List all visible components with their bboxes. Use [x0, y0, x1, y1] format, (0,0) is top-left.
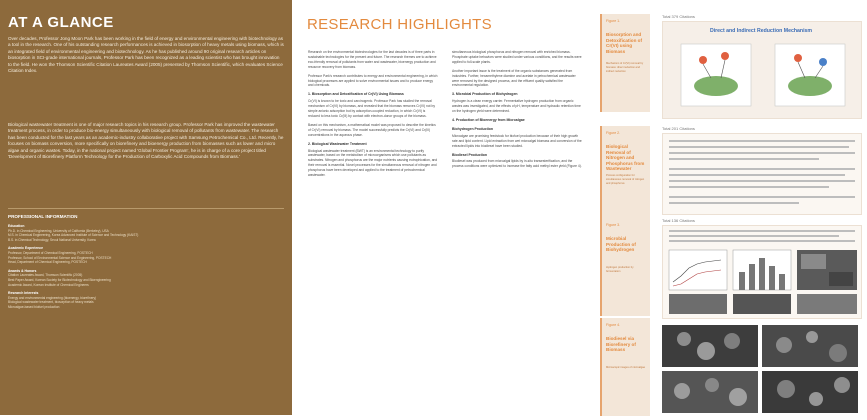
at-a-glance-title: AT A GLANCE	[8, 14, 114, 31]
bio-line: M.S. in Chemical Engineering, Korea Advanced Institute of Science and Technology (KAIST)	[8, 233, 139, 238]
body-paragraph: simultaneous biological phosphorus and nitrogen removal with enriched biomass. Phosphate uptake behaviors were studied under various conditions, and the results were applied to full-scale plants.	[452, 50, 582, 64]
research-highlights-section	[300, 0, 590, 415]
figure-caption: Microscopic images of microalgae	[606, 366, 646, 369]
text-column-2	[452, 50, 582, 173]
bio-line: Microalgae-based biofuel production	[8, 304, 60, 309]
body-paragraph: Biological wastewater treatment (BWT) is an environmental technology to purify wastewater, based on the metabolism of microorganisms which use pollutants as substrates. Nitrogen and phosphorus are the major nutrients causing eutrophication, and their removal is essential. Novel processes for the simultaneous removal of nitrogen and phosphorus have been developed and applied to the treatment of petrochemical wastewater.	[308, 148, 438, 178]
figure-caption: Mechanism of Cr(VI) removal by biomass: direct reduction and indirect reduction	[606, 62, 644, 73]
bio-line: B.S. in Chemical Technology, Seoul National University, Korea	[8, 237, 96, 242]
bio-heading: PROFESSIONAL INFORMATION	[8, 214, 78, 219]
figure-tag: Figure 3.	[606, 223, 621, 227]
section-heading: Biohydrogen Production	[452, 126, 494, 131]
bio-line: Professor, Department of Chemical Engineering, POSTECH	[8, 250, 93, 255]
bio-group-heading: Research Interests	[8, 291, 39, 296]
section-heading: 4. Production of Bioenergy from Microalgae	[452, 117, 525, 122]
figures-section	[600, 0, 867, 415]
bio-line: Best Paper Award, Korean Society for Biotechnology and Bioengineering	[8, 277, 111, 282]
section-heading: 2. Biological Wastewater Treatment	[308, 141, 367, 146]
bio-group	[8, 224, 248, 242]
figure-panel-4	[662, 318, 862, 420]
results-figure	[662, 225, 862, 319]
bio-group	[8, 246, 248, 264]
figure-tag: Figure 4.	[606, 323, 621, 327]
figure-heading: Microbial Production of Biohydrogen	[606, 236, 636, 253]
figure-caption: Process configuration for simultaneous removal of nitrogen and phosphorus	[606, 174, 645, 185]
citation-count	[662, 318, 862, 325]
figure-tag: Figure 2.	[606, 131, 621, 135]
citation-count: Total 379 Citations	[662, 14, 695, 19]
intro-paragraph: Over decades, Professor Jong Moon Park has been working in the field of energy and environmental engineering with biotechnology as a tool in the research. One of his outstanding research performances is achieved in biosorption of heavy metals using biomass, which is an integrated field of environmental engineering and biotechnology. As he has published around 90 original research articles on biosorption in SCI-grade international journals, Professor Park has been recognized as a leading scientist who has brought innovation to the field. He won the Thomson Scientific Citation Laureates Award (2005) presented by Thomson Scientific, which evaluates Science Citation Index.	[8, 36, 284, 74]
body-paragraph: Microalgae are promising feedstock for biofuel production because of their high growth rate and lipid content. Lipid extraction from wet microalgal biomass and conversion of the extracted lipids into biodiesel have been studied.	[452, 133, 582, 148]
figure-label-3	[600, 218, 650, 316]
figure-tag: Figure 1.	[606, 19, 621, 23]
divider	[8, 208, 284, 209]
bio-group	[8, 291, 248, 309]
body-paragraph: Research on the environmental biotechnologies for the last decades is of three parts in sustainable technologies for the present and future. The research themes are to achieve eco-friendly removal of pollutants from water and wastewater, bioenergy production and resource recovery from biomass.	[308, 50, 437, 69]
citation-count: Total 136 Citations	[662, 218, 695, 223]
section-heading: 3. Microbial Production of Biohydrogen	[452, 92, 518, 97]
research-highlights-title: RESEARCH HIGHLIGHTS	[307, 16, 492, 33]
figure-panel-3	[662, 218, 862, 319]
text-column-1	[308, 50, 438, 182]
figure-heading: Biodiesel via Biorefinery of Biomass	[606, 336, 636, 353]
figure-label-2	[600, 126, 650, 224]
figure-caption: Hydrogen production by fermentation	[606, 266, 634, 273]
section-heading: 1. Biosorption and Detoxification of Cr(VI) Using Biomass	[308, 92, 404, 97]
diagram-title: Direct and Indirect Reduction Mechanism	[709, 28, 813, 34]
bio-group-heading: Education	[8, 224, 25, 228]
figure-heading: Biosorption and Detoxification of Cr(VI) using Biomass	[606, 32, 642, 54]
figure-heading: Biological Removal of Nitrogen and Phosphorus from Wastewater	[606, 144, 645, 172]
microscope-images	[662, 325, 862, 415]
bio-line: Professor, School of Environmental Science and Engineering, POSTECH	[8, 255, 112, 260]
body-paragraph: Based on this mechanism, a mathematical model was proposed to describe the kinetics of Cr(VI) removal by biomass. The model successfully predicts the Cr(VI) and Cr(III) concentrations in the aqueous phase.	[308, 122, 436, 137]
citation-count: Total 201 Citations	[662, 126, 695, 131]
bio-line: Head, Department of Chemical Engineering, POSTECH	[8, 260, 87, 265]
body-paragraph: Another important issue is the treatment of the organic substances generated from industries. Further, hexamethylene diamine and acetate in petrochemical wastewater were removed by the designed process, and the effluent quality satisfied the environmental regulation.	[452, 68, 576, 88]
bio-group	[8, 269, 248, 287]
intro-paragraph-2: Biological wastewater treatment is one of major research topics in his research group. Professor Park has improved the wastewater treatment process, in order to produce bio-energy simultaneously with biological removal of pollutants from wastewater. The research has been conducted for the last years as an academic-industry collaborative project with Samsung Petrochemical Co., Ltd. Recently, he focuses on biomass conversion, more specifically on biorefinery and bioenergy production from biomasses such as lower and micro algae and organic wastes. Today, in the national project named 'Global Frontier Program', he is in charge of a core project titled 'Development of Biorefinery Platform Technology for the Production of Carboxylic Acid Compounds from Biomass.'	[8, 122, 284, 160]
body-paragraph: Cr(VI) is known to be toxic and carcinogenic. Professor Park has studied the removal mechanism of Cr(VI) by biomass, and revealed that the biomass removes Cr(VI) not by simple anionic adsorption but by adsorption-coupled reduction, in which Cr(VI) is reduced to less toxic Cr(III) by contact with electron-donor groups of the biomass.	[308, 99, 435, 118]
bio-list	[8, 224, 248, 314]
bio-line: Ph.D. in Chemical Engineering, University of California (Berkeley), USA	[8, 228, 109, 233]
bio-line: Citation Laureates Award, Thomson Scientific (2005)	[8, 273, 83, 278]
body-paragraph: Hydrogen is a clean energy carrier. Fermentative hydrogen production from organic wastes was investigated, and the effects of pH, temperature and hydraulic retention time on the hydrogen yield were determined.	[452, 99, 581, 114]
body-paragraph: Professor Park's research contributes to energy and environmental engineering, in which biological processes are applied to solve environmental issues and to produce energy and chemicals.	[308, 73, 438, 88]
mechanism-diagram	[662, 21, 862, 119]
figure-label-1	[600, 14, 650, 112]
figure-panel-1	[662, 14, 862, 119]
bio-line: Energy and environmental engineering (bioenergy, biorefinery)	[8, 295, 97, 300]
bio-group-heading: Academic Experience	[8, 246, 44, 251]
text-figure	[662, 133, 862, 215]
bio-group-heading: Awards & Honors	[8, 268, 37, 273]
figure-label-4	[600, 318, 650, 416]
at-a-glance-panel	[0, 0, 292, 415]
result-plots	[663, 246, 863, 316]
mechanism-illustration	[663, 22, 863, 118]
body-paragraph: Biodiesel was produced from microalgal lipids by in-situ transesterification, and the process conditions were optimized to increase the fatty acid methyl ester yield (Figure 4).	[452, 159, 582, 169]
bio-line: Biological wastewater treatment, biosorption of heavy metals	[8, 300, 94, 305]
bio-line: Academic Award, Korean Institute of Chemical Engineers	[8, 282, 89, 287]
figure-panel-2	[662, 126, 862, 215]
section-heading: Biodiesel Production	[452, 152, 488, 157]
